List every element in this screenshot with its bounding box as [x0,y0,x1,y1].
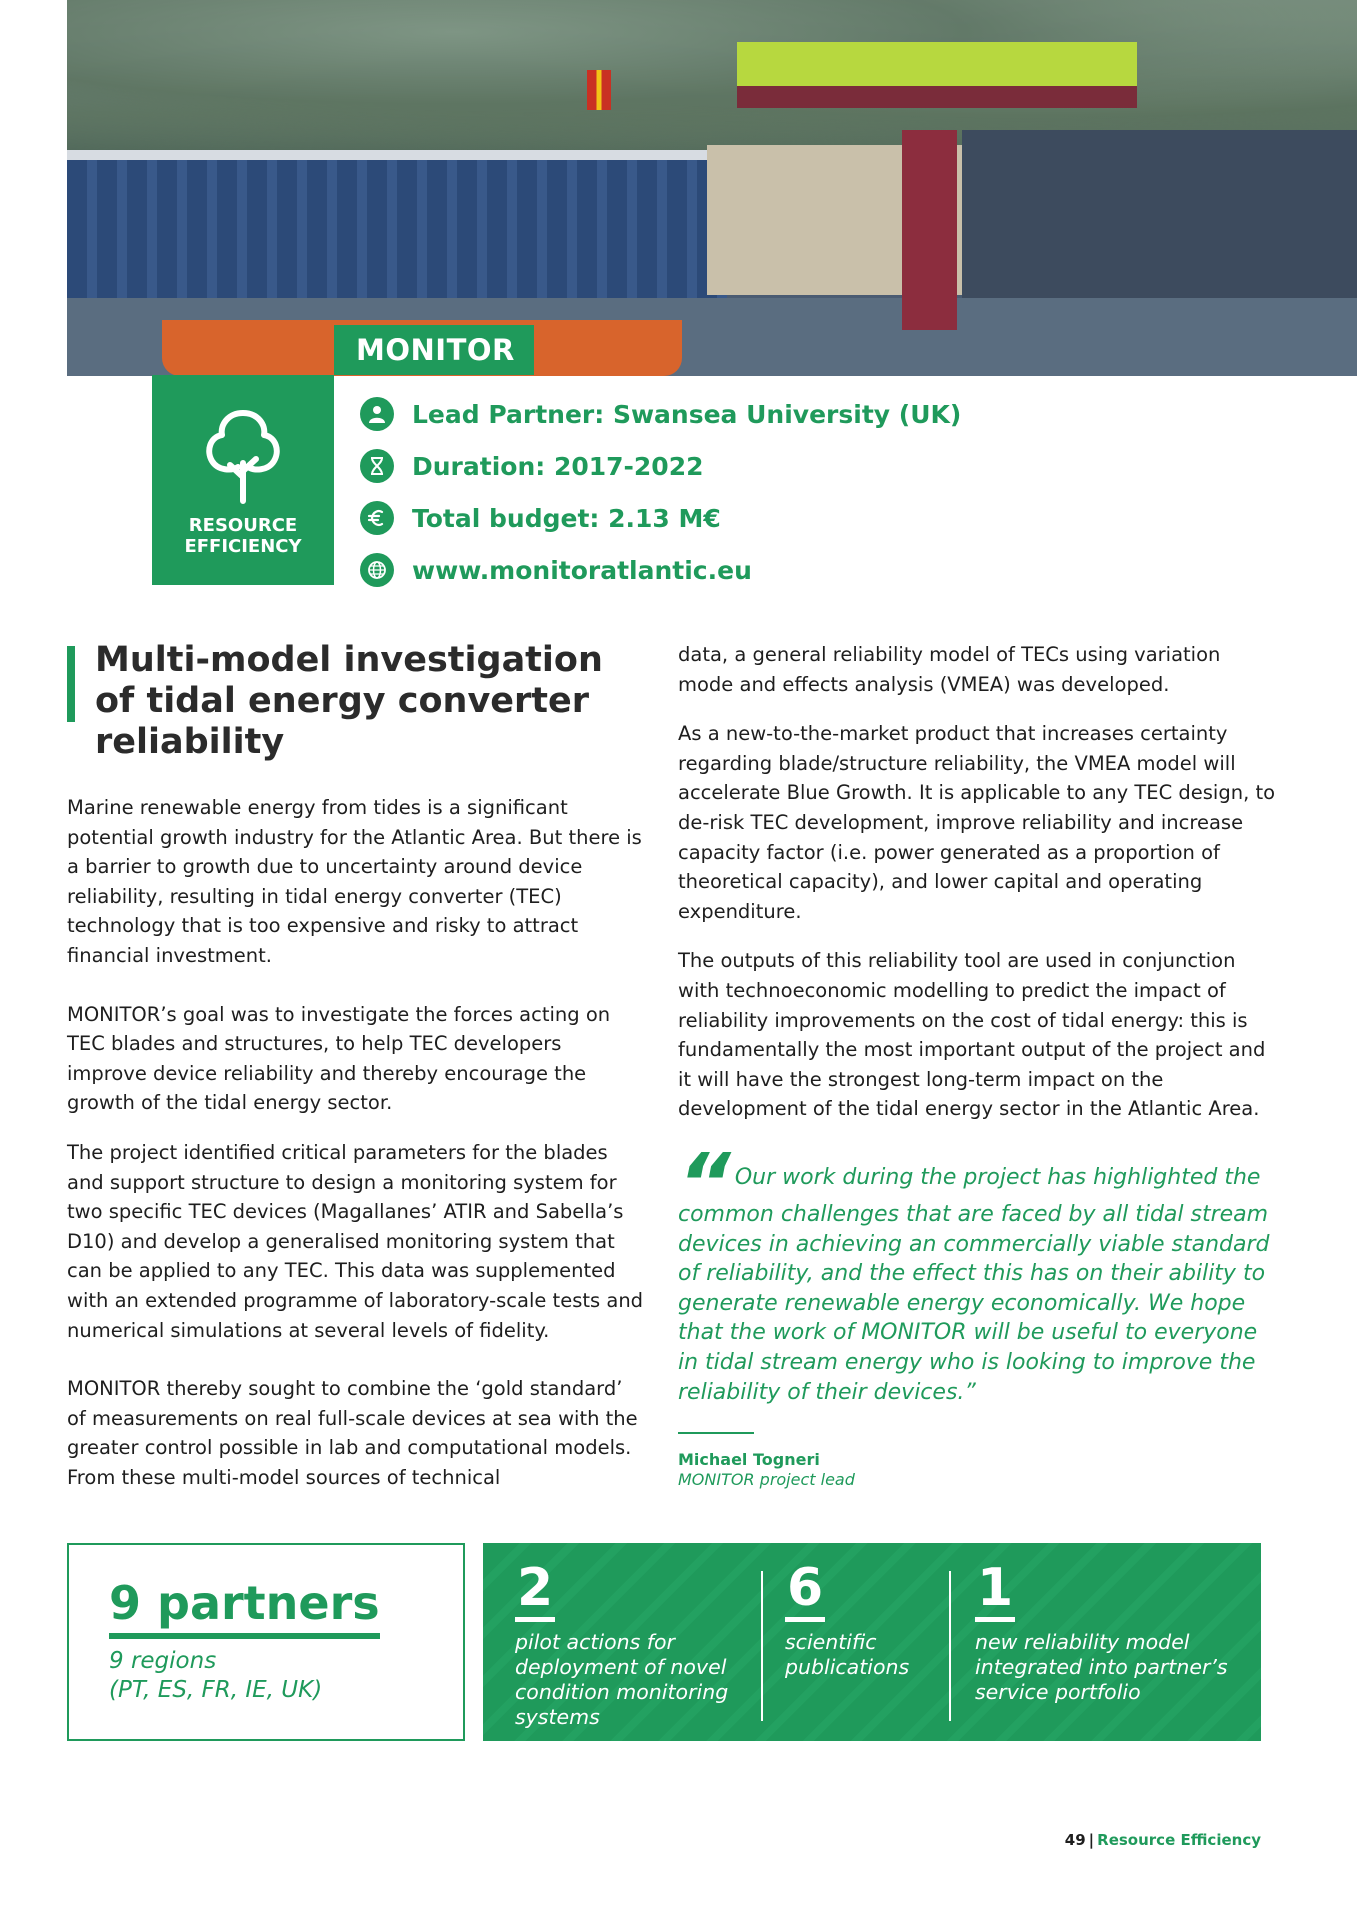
hero-photo [67,0,1357,376]
stat-reliability-model [975,1559,1245,1705]
stat-description: scientific publications [785,1630,910,1679]
category-badge [152,375,334,585]
page-number: 49 [1064,1831,1086,1849]
photo-tidal-platform [737,42,1137,108]
stat-pilot-actions [515,1559,745,1730]
stat-divider [761,1571,763,1721]
quote-author: Michael Togneri [678,1450,820,1469]
quote-mark-icon: “ [678,1137,727,1232]
footer-separator: | [1088,1831,1095,1849]
stat-description: pilot actions for deployment of novel condition monitoring systems [515,1630,729,1729]
regions-count: 9 regions [109,1648,217,1674]
paragraph-4: MONITOR thereby sought to combine the ‘gold standard’ of measurements on real full-scale devices at sea with the greater control possible in lab and computational models. From these multi-model sources of technical [67,1377,638,1489]
budget-row [360,492,1060,544]
right-column [678,640,1278,1124]
photo-flag [587,70,611,110]
pull-quote [678,1137,1278,1407]
regions-info [109,1647,322,1705]
paragraph-6: As a new-to-the-market product that increases certainty regarding blade/structure reliability, the VMEA model will accelerate Blue Growth. It is applicable to any TEC design, to de-risk TEC development, improve reliability and increase capacity factor (i.e. power generated as a proportion of theoretical capacity), and lower capital and operating expenditure. [678,722,1276,923]
person-icon [360,397,394,431]
article-heading: Multi-model investigation of tidal energy converter reliability [67,640,647,763]
paragraph-5: data, a general reliability model of TECs using variation mode and effects analysis (VMEA) was developed. [678,643,1221,696]
stats-box [483,1543,1261,1741]
category-label: RESOURCE EFFICIENCY [184,515,302,557]
stat-number: 6 [785,1559,825,1622]
lead-partner-row [360,388,1060,440]
website-link[interactable]: www.monitoratlantic.eu [412,555,752,585]
left-column [67,640,647,1492]
stat-number: 1 [975,1559,1015,1622]
quote-divider [678,1432,754,1434]
regions-list: (PT, ES, FR, IE, UK) [109,1677,323,1703]
photo-platform-column [902,130,957,330]
page-footer [1065,1831,1261,1849]
duration-row [360,440,1060,492]
budget-text: Total budget: 2.13 M€ [412,503,721,533]
quote-text: Our work during the project has highlighted the common challenges that are faced by all tidal stream devices in achieving an commercially viable standard of reliability, and the effect this has on their ability to generate renewable energy economically. We hope that the work of MONITOR will be useful to everyone in tidal stream energy who is looking to improve the reliability of their devices.” [678,1165,1270,1405]
lead-partner-text: Lead Partner: Swansea University (UK) [412,399,962,429]
duration-text: Duration: 2017-2022 [412,451,704,481]
paragraph-7: The outputs of this reliability tool are used in conjunction with technoeconomic modelling to predict the impact of reliability improvements on the cost of tidal energy: this is fundamentally the most important output of the project and it will have the strongest long-term impact on the development of the tidal energy sector in the Atlantic Area. [678,949,1266,1121]
stat-number: 2 [515,1559,555,1622]
paragraph-1: Marine renewable energy from tides is a significant potential growth industry for the Atlantic Area. But there is a barrier to growth due to uncertainty around device reliability, resulting in tidal energy converter (TEC) technology that is too expensive and risky to attract financial investment. [67,796,642,967]
stat-description: new reliability model integrated into partner’s service portfolio [975,1630,1228,1704]
stat-divider [949,1571,951,1721]
paragraph-3: The project identified critical parameters for the blades and support structure to design a monitoring system for two specific TEC devices (Magallanes’ ATIR and Sabella’s D10) and develop a generalised monitoring system that can be applied to any TEC. This data was supplemented with an extended programme of laboratory-scale tests and numerical simulations at several levels of fidelity. [67,1140,644,1342]
photo-tower [962,130,1357,300]
project-info-list [360,388,1060,596]
hourglass-icon [360,449,394,483]
website-row[interactable] [360,544,1060,596]
project-title: MONITOR [334,325,534,375]
section-name: Resource Efficiency [1097,1831,1261,1849]
photo-building [67,150,727,300]
stat-publications [785,1559,945,1680]
globe-icon [360,553,394,587]
paragraph-2: MONITOR’s goal was to investigate the forces acting on TEC blades and structures, to help TEC developers improve device reliability and thereby encourage the growth of the tidal energy sector. [67,1002,611,1115]
tree-icon [198,405,288,505]
euro-icon [360,501,394,535]
partners-box [67,1543,465,1741]
quote-author-role: MONITOR project lead [678,1470,855,1489]
partners-count: 9 partners [109,1575,380,1639]
